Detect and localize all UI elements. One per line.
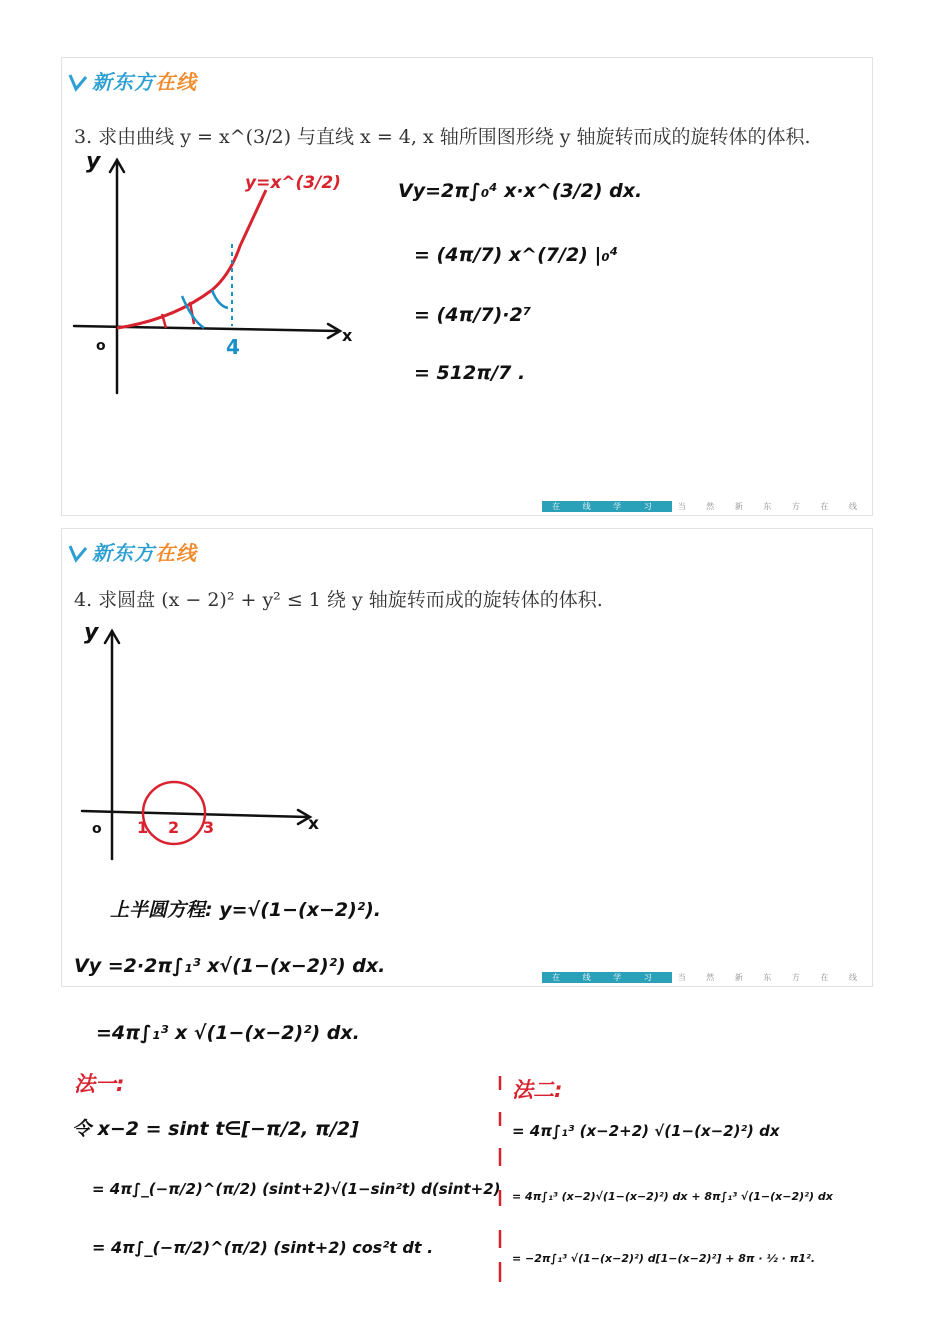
method-2-title: 法二: [512,1078,563,1102]
y-axis-label: y [86,149,101,174]
method-1-title: 法一: [74,1072,125,1096]
y-axis-label: y [84,620,99,645]
method-1-line-1: 令 x−2 = sint t∈[−π/2, π/2] [72,1118,359,1140]
brand-name: 新东方 [92,541,155,565]
curve-label: y=x^(3/2) [245,173,341,193]
tick-1: 1 [137,818,149,837]
x-axis-label: x [342,326,353,345]
work-line-1: 上半圆方程: y=√(1−(x−2)²). [110,899,382,921]
footer-right: 当 然 新 东 方 在 线 [677,502,866,511]
method-1-line-2: = 4π∫_(−π/2)^(π/2) (sint+2)√(1−sin²t) d(sint+2) [92,1180,501,1198]
work-line-1: Vy=2π∫₀⁴ x·x^(3/2) dx. [398,180,643,202]
footer-left: 在 线 学 习 [542,972,672,983]
brand-name-highlight: 在线 [155,70,197,94]
tick-2: 2 [168,818,180,837]
tick-3: 3 [203,818,215,837]
work-line-4: = 512π/7 . [414,362,526,384]
problem-4-statement: 4. 求圆盘 (x − 2)² + y² ≤ 1 绕 y 轴旋转而成的旋转体的体积. [74,589,603,611]
brand-name: 新东方 [92,70,155,94]
work-line-2: Vy =2·2π∫₁³ x√(1−(x−2)²) dx. [74,955,386,977]
footer-left: 在 线 学 习 [542,501,672,512]
brand-name-highlight: 在线 [155,541,197,565]
method-1-line-3: = 4π∫_(−π/2)^(π/2) (sint+2) cos²t dt . [92,1238,434,1257]
origin-label: o [92,821,102,837]
method-2-line-1: = 4π∫₁³ (x−2+2) √(1−(x−2)²) dx [512,1122,780,1140]
work-line-2: = (4π/7) x^(7/2) |₀⁴ [414,244,619,266]
method-2-line-3: = −2π∫₁³ √(1−(x−2)²) d[1−(x−2)²] + 8π · ½ · π1². [512,1252,816,1265]
problem-3-statement: 3. 求由曲线 y = x^(3/2) 与直线 x = 4, x 轴所围图形绕 y 轴旋转而成的旋转体的体积. [74,126,811,148]
x-mark-4: 4 [226,335,240,359]
footer-right: 当 然 新 东 方 在 线 [677,973,866,982]
work-line-3: = (4π/7)·2⁷ [414,304,532,326]
origin-label: o [96,338,106,354]
continuation-line: =4π∫₁³ x √(1−(x−2)²) dx. [96,1022,360,1044]
method-2-line-2: = 4π∫₁³ (x−2)√(1−(x−2)²) dx + 8π∫₁³ √(1−(x−2)²) dx [512,1190,833,1203]
x-axis-label: x [308,814,319,834]
